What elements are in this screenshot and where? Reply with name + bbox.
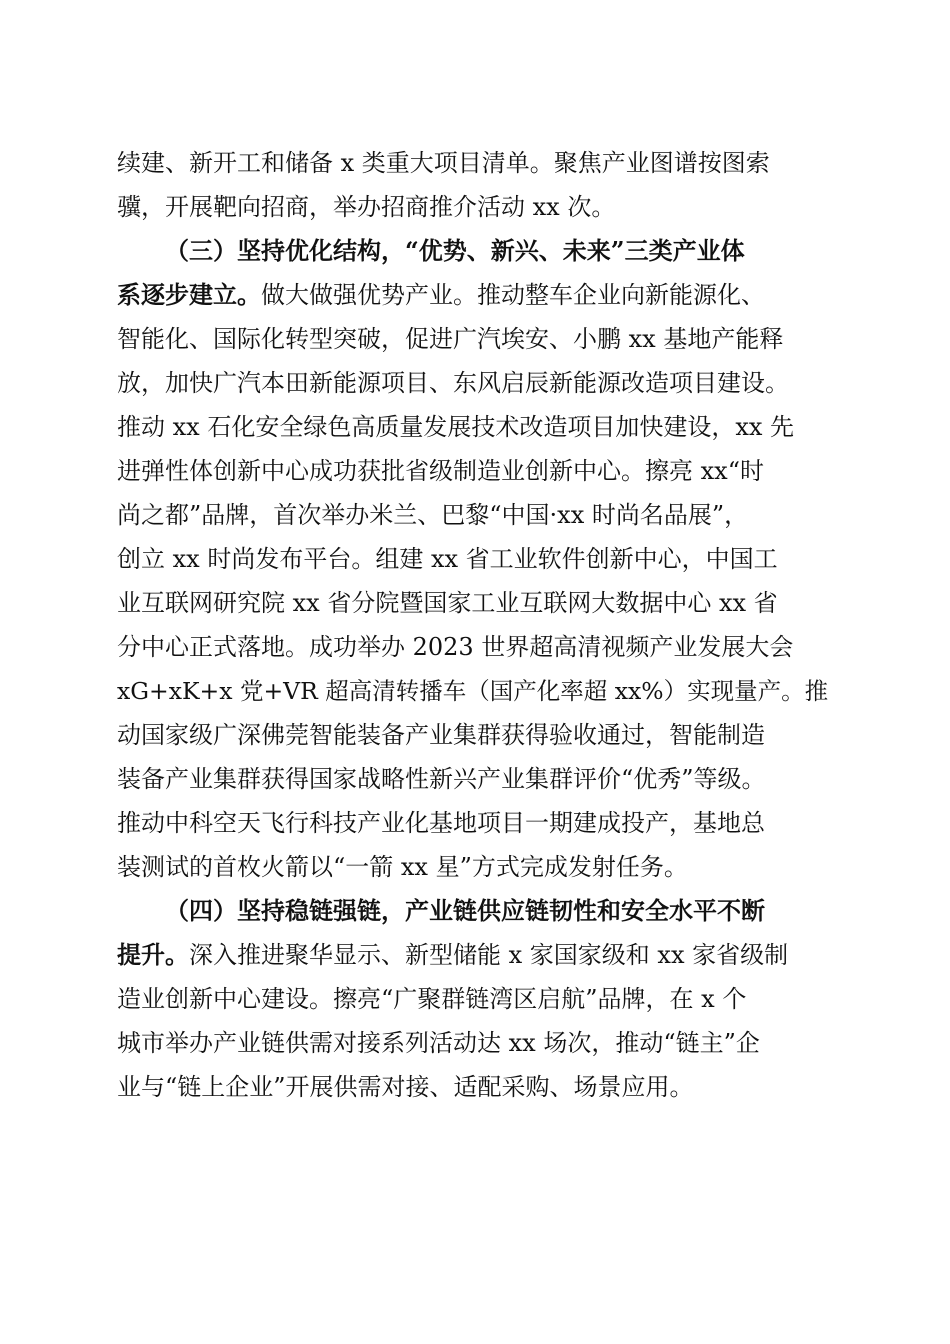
body-line: 放，加快广汽本田新能源项目、东风启辰新能源改造项目建设。 <box>117 369 789 397</box>
body-line: 业互联网研究院 xx 省分院暨国家工业互联网大数据中心 xx 省 <box>117 589 778 617</box>
body-line: xG+xK+x 党+VR 超高清转播车（国产化率超 xx%）实现量产。推 <box>117 677 829 705</box>
body-line: 造业创新中心建设。擦亮“广聚群链湾区启航”品牌，在 x 个 <box>117 985 747 1013</box>
body-line: 尚之都”品牌，首次举办米兰、巴黎“中国·xx 时尚名品展”， <box>117 501 749 529</box>
section-heading-4-continuation: 提升。深入推进聚华显示、新型储能 x 家国家级和 xx 家省级制 <box>117 940 789 969</box>
body-line: 业与“链上企业”开展供需对接、适配采购、场景应用。 <box>117 1073 694 1101</box>
body-line: 装测试的首枚火箭以“一箭 xx 星”方式完成发射任务。 <box>117 853 688 881</box>
body-line: 智能化、国际化转型突破，促进广汽埃安、小鹏 xx 基地产能释 <box>117 325 784 353</box>
body-line: 分中心正式落地。成功举办 2023 世界超高清视频产业发展大会 <box>117 633 794 661</box>
body-line: 进弹性体创新中心成功获批省级制造业创新中心。擦亮 xx“时 <box>117 457 764 485</box>
body-line: 推动 xx 石化安全绿色高质量发展技术改造项目加快建设，xx 先 <box>117 413 795 441</box>
body-line: 推动中科空天飞行科技产业化基地项目一期建成投产，基地总 <box>117 809 765 837</box>
body-line: 城市举办产业链供需对接系列活动达 xx 场次，推动“链主”企 <box>117 1029 760 1057</box>
section-heading-3: （三）坚持优化结构，“优势、新兴、未来”三类产业体 <box>165 236 745 265</box>
body-line: 装备产业集群获得国家战略性新兴产业集群评价“优秀”等级。 <box>117 765 766 793</box>
body-line: 续建、新开工和储备 x 类重大项目清单。聚焦产业图谱按图索 <box>117 149 770 177</box>
section-heading-3-continuation: 系逐步建立。做大做强优势产业。推动整车企业向新能源化、 <box>117 280 765 309</box>
body-line: 创立 xx 时尚发布平台。组建 xx 省工业软件创新中心，中国工 <box>117 545 778 573</box>
section-heading-4: （四）坚持稳链强链，产业链供应链韧性和安全水平不断 <box>165 896 765 925</box>
body-line: 骥，开展靶向招商，举办招商推介活动 xx 次。 <box>117 193 616 221</box>
body-line: 动国家级广深佛莞智能装备产业集群获得验收通过，智能制造 <box>117 721 765 749</box>
